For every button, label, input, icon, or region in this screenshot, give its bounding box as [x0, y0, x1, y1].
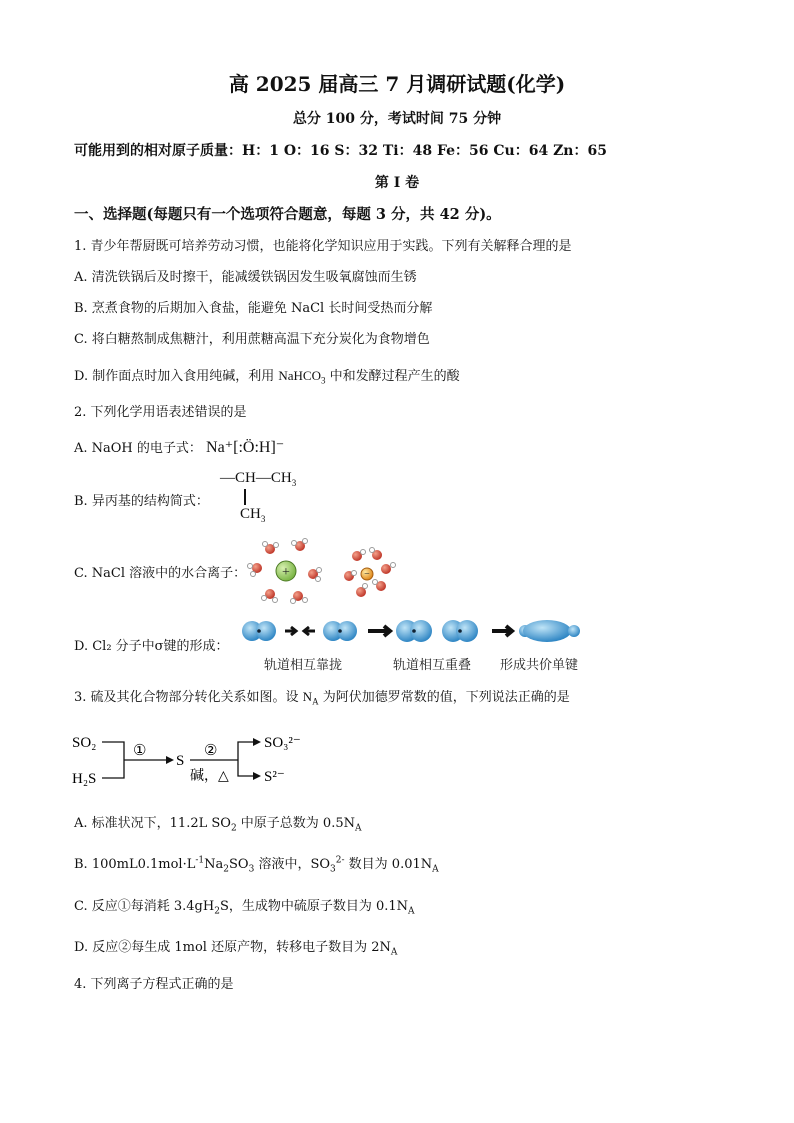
sulfide-label: S²⁻ [264, 769, 285, 785]
arrow-icon [492, 626, 512, 636]
hydrated-ions-figure [245, 536, 405, 606]
q3-stem-pre: 3. 硫及其化合物部分转化关系如图。设 [74, 690, 303, 705]
sigma-bond-figure [240, 615, 590, 655]
orbitals-approach [242, 621, 357, 641]
so2-label: SO₂ [72, 735, 97, 751]
q3-b-pre: B. 100mL0.1mol·L [74, 857, 196, 872]
q3-option-d [74, 936, 397, 958]
q3-option-c [74, 895, 415, 917]
q3-na: N [302, 689, 313, 704]
q3-b-sup3: 2- [335, 855, 345, 866]
q3-c-mid: S，生成物中硫原子数目为 0.1N [219, 899, 409, 914]
q3-c-sub2: A [408, 906, 415, 917]
q3-b-mid: Na [204, 857, 224, 872]
section-heading: 一、选择题(每题只有一个选项符合题意，每题 3 分，共 42 分)。 [74, 206, 501, 223]
q2-a-label: A. NaOH 的电子式： [74, 441, 202, 456]
q3-b-sub2: 3 [248, 864, 255, 875]
q3-option-a [74, 812, 362, 834]
caption-approach: 轨道相互靠拢 [264, 658, 343, 673]
s-label: S [176, 753, 185, 769]
page-title: 高 2025 届高三 7 月调研试题(化学) [228, 72, 566, 96]
q1-option-d [74, 365, 460, 386]
h2s-label: H₂S [72, 771, 97, 787]
q3-b-sub3: 3 [330, 864, 336, 875]
q1-option-c: C. 将白糖熬制成焦糖汁，利用蔗糖高温下充分炭化为食物增色 [74, 332, 430, 347]
exam-subtitle: 总分 100 分，考试时间 75 分钟 [292, 111, 502, 127]
q2-a-formula: Na⁺[:Ö:H]⁻ [206, 439, 285, 456]
q3-a-sub2: A [355, 823, 362, 834]
q2-b-structure-bottom [240, 506, 265, 524]
q3-a-mid: 中原子总数为 0.5N [236, 816, 355, 831]
caption-overlap: 轨道相互重叠 [393, 658, 472, 673]
q2-b-structure-top [220, 470, 296, 488]
q2-option-c: C. NaCl 溶液中的水合离子： [74, 566, 247, 581]
q1-d-formula: NaHCO [278, 368, 321, 383]
na-ion-charge: + [282, 565, 290, 580]
q3-c-pre: C. 反应①每消耗 3.4gH [74, 899, 215, 914]
q2-stem: 2. 下列化学用语表述错误的是 [74, 405, 247, 420]
q3-stem-post: 为阿伏加德罗常数的值，下列说法正确的是 [318, 690, 570, 705]
bracket-line [102, 742, 124, 778]
q3-option-b [74, 853, 439, 875]
q2-b-bond [244, 489, 246, 505]
q1-d-text-post: 中和发酵过程产生的酸 [325, 369, 460, 384]
q2-option-b: B. 异丙基的结构简式： [74, 494, 209, 509]
sigma-bond-formed [519, 620, 580, 642]
cl-ion-charge: − [364, 569, 370, 580]
q2-b-top: —CH—CH [220, 470, 292, 486]
caption-bond: 形成共价单键 [500, 658, 579, 673]
q3-b-sup: -1 [195, 855, 205, 866]
q3-b-sub4: A [432, 864, 439, 875]
volume-heading: 第 I 卷 [374, 175, 420, 191]
na-cation-cluster [248, 539, 322, 604]
q3-stem [74, 686, 570, 707]
arrow-icon [166, 756, 174, 764]
q1-option-b: B. 烹煮食物的后期加入食盐，能避免 NaCl 长时间受热而分解 [74, 301, 433, 316]
sulfite-label: SO₃²⁻ [264, 735, 301, 751]
q3-d-sub: A [390, 947, 398, 958]
arrow-icon [253, 772, 261, 780]
sulfur-conversion-diagram [70, 725, 310, 795]
step1-label: ① [133, 743, 147, 759]
q3-na-sub: A [312, 696, 319, 707]
q3-b-mid3: 溶液中，SO [254, 857, 331, 872]
atomic-masses: 可能用到的相对原子质量：H：1 O：16 S：32 Ti：48 Fe：56 Cu：64 Zn：65 [74, 143, 607, 159]
q2-b-top-sub: 3 [291, 478, 297, 488]
q1-stem: 1. 青少年帮厨既可培养劳动习惯，也能将化学知识应用于实践。下列有关解释合理的是 [74, 239, 572, 254]
q3-c-sub: 2 [214, 906, 220, 917]
q4-stem: 4. 下列离子方程式正确的是 [74, 977, 234, 992]
orbitals-overlap [396, 620, 478, 642]
q2-option-d: D. Cl₂ 分子中σ键的形成： [74, 639, 229, 654]
cl-anion-cluster [344, 548, 396, 598]
q2-b-bottom: CH [240, 506, 261, 522]
q1-d-sub: 3 [320, 375, 326, 386]
condition-label: 碱，△ [190, 769, 229, 784]
q1-option-a: A. 清洗铁锅后及时擦干，能减缓铁锅因发生吸氧腐蚀而生锈 [74, 270, 417, 285]
q3-a-pre: A. 标准状况下，11.2L SO [74, 816, 231, 831]
q2-b-bottom-sub: 3 [260, 514, 266, 524]
arrow-icon [253, 738, 261, 746]
arrow-icon [368, 626, 390, 636]
q3-b-mid4: 数目为 0.01N [344, 857, 433, 872]
q3-a-sub: 2 [230, 823, 237, 834]
step2-label: ② [204, 743, 218, 759]
q3-d-pre: D. 反应②每生成 1mol 还原产物，转移电子数目为 2N [74, 940, 391, 955]
q3-b-sub1: 2 [223, 864, 229, 875]
q3-b-mid2: SO [229, 857, 249, 872]
q2-option-a [74, 437, 284, 457]
q1-d-text: D. 制作面点时加入食用纯碱，利用 [74, 369, 279, 384]
